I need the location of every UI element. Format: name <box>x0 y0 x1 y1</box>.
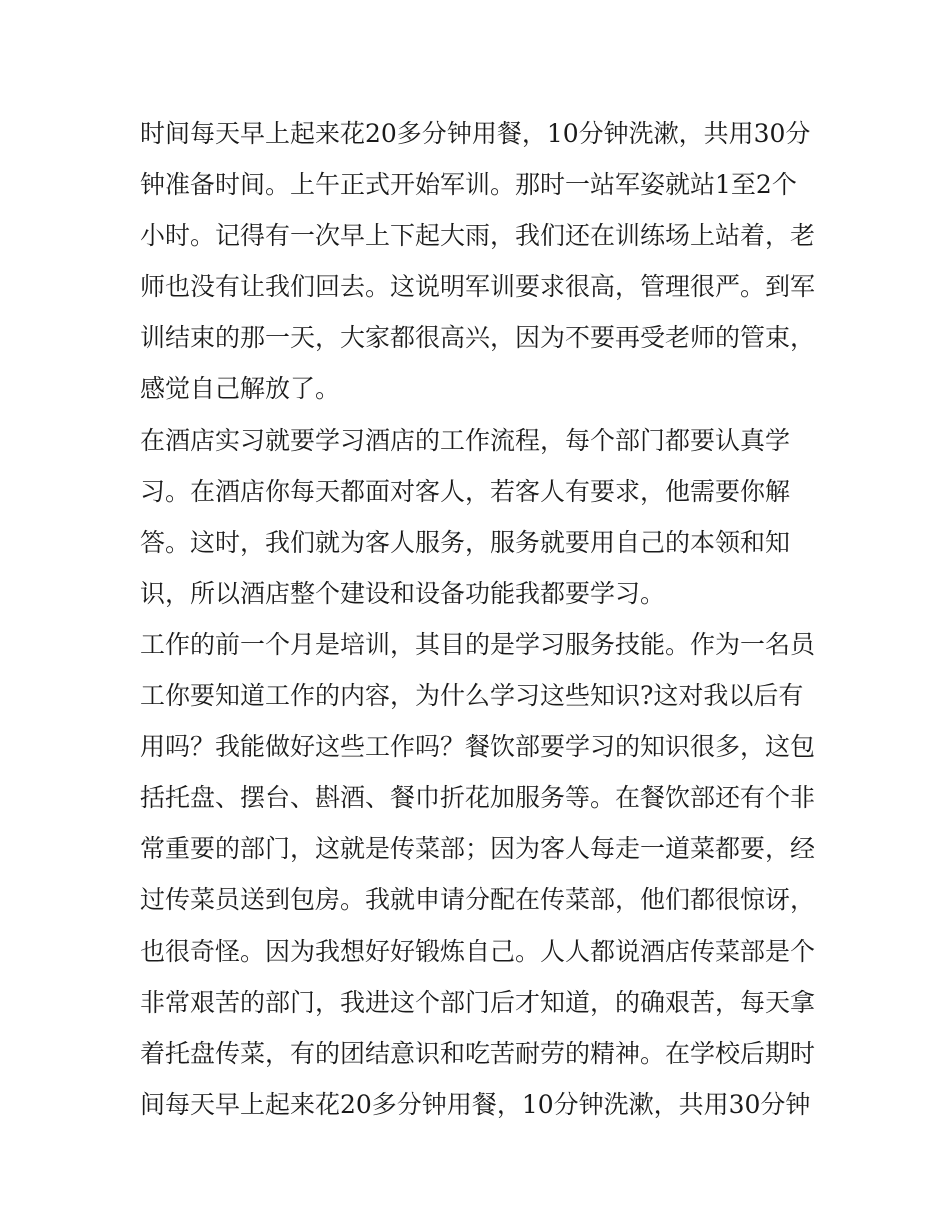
text-line: 习。在酒店你每天都面对客人，若客人有要求，他需要你解 <box>140 476 791 506</box>
text-line: 时间每天早上起来花20多分钟用餐，10分钟洗漱，共用30分 <box>140 119 811 148</box>
text-line: 常重要的部门，这就是传菜部；因为客人每走一道菜都要，经 <box>140 834 816 864</box>
text-line: 钟准备时间。上午正式开始军训。那时一站军姿就站1至2个 <box>140 170 797 200</box>
text-line: 过传菜员送到包房。我就申请分配在传菜部，他们都很惊讶， <box>140 885 816 915</box>
text-line: 答。这时，我们就为客人服务，服务就要用自己的本领和知 <box>140 527 791 557</box>
text-line: 识，所以酒店整个建设和设备功能我都要学习。 <box>140 578 666 608</box>
text-line: 师也没有让我们回去。这说明军训要求很高，管理很严。到军 <box>140 272 816 302</box>
text-line: 着托盘传菜，有的团结意识和吃苦耐劳的精神。在学校后期时 <box>140 1038 816 1068</box>
text-line: 括托盘、摆台、斟酒、餐巾折花加服务等。在餐饮部还有个非 <box>140 783 816 813</box>
text-line: 小时。记得有一次早上下起大雨，我们还在训练场上站着，老 <box>140 221 816 251</box>
text-line: 训结束的那一天，大家都很高兴，因为不要再受老师的管束， <box>140 323 816 353</box>
text-line: 感觉自己解放了。 <box>140 374 341 404</box>
text-line: 工作的前一个月是培训，其目的是学习服务技能。作为一名员 <box>140 629 816 659</box>
text-line: 非常艰苦的部门，我进这个部门后才知道，的确艰苦，每天拿 <box>140 987 816 1017</box>
body-text <box>140 108 820 1130</box>
text-line: 用吗？我能做好这些工作吗？餐饮部要学习的知识很多，这包 <box>140 732 816 762</box>
text-line: 间每天早上起来花20多分钟用餐，10分钟洗漱，共用30分钟 <box>140 1089 811 1119</box>
text-line: 也很奇怪。因为我想好好锻炼自己。人人都说酒店传菜部是个 <box>140 936 816 966</box>
text-line: 在酒店实习就要学习酒店的工作流程，每个部门都要认真学 <box>140 425 791 455</box>
text-line: 工你要知道工作的内容，为什么学习这些知识?这对我以后有 <box>140 681 804 711</box>
